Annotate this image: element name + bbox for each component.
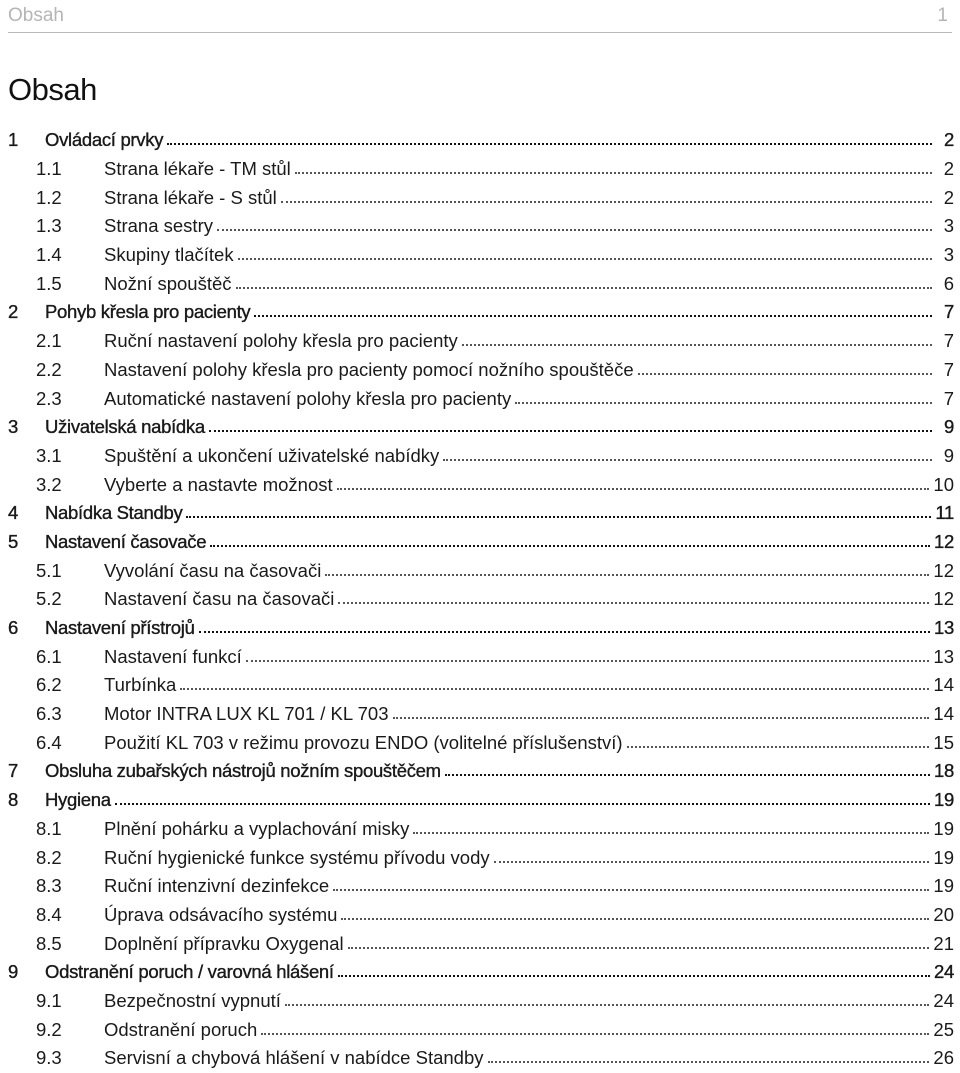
toc-entry-page: 26 — [933, 1047, 954, 1069]
toc-entry-number: 5.1 — [36, 559, 62, 581]
toc-entry-number: 8.1 — [36, 817, 62, 839]
toc-dot-leader — [295, 172, 932, 174]
toc-dot-leader — [515, 402, 932, 404]
toc-entry-number: 8.2 — [36, 846, 62, 868]
toc-entry-number: 3.1 — [36, 444, 62, 466]
toc-entry-number: 1.4 — [36, 244, 62, 266]
toc-entry-title: Úprava odsávacího systému — [104, 903, 338, 925]
toc-section-entry[interactable] — [8, 269, 954, 298]
toc-dot-leader — [180, 688, 929, 690]
toc-dot-leader — [285, 1004, 930, 1006]
toc-dot-leader — [488, 1061, 930, 1063]
toc-entry-number: 8.4 — [36, 903, 62, 925]
toc-entry-page: 19 — [933, 817, 954, 839]
toc-entry-page: 24 — [933, 989, 954, 1011]
page-title: Obsah — [8, 72, 97, 107]
toc-dot-leader — [210, 545, 930, 547]
toc-entry-page: 2 — [943, 186, 954, 208]
toc-entry-title: Nastavení polohy křesla pro pacienty pomocí nožního spouštěče — [104, 358, 634, 380]
toc-entry-title: Nabídka Standby — [45, 502, 183, 524]
toc-chapter-entry[interactable] — [8, 298, 954, 327]
toc-entry-title: Ruční intenzivní dezinfekce — [104, 875, 330, 897]
toc-entry-number: 5.2 — [36, 588, 62, 610]
toc-dot-leader — [217, 229, 932, 231]
toc-entry-page: 20 — [933, 903, 954, 925]
toc-dot-leader — [167, 143, 932, 145]
toc-entry-title: Doplnění přípravku Oxygenal — [104, 932, 344, 954]
toc-entry-title: Ruční hygienické funkce systému přívodu vody — [104, 846, 490, 868]
toc-entry-page: 3 — [943, 215, 954, 237]
toc-entry-title: Uživatelská nabídka — [45, 416, 205, 438]
toc-entry-number: 1 — [8, 129, 19, 151]
toc-entry-title: Pohyb křesla pro pacienty — [45, 301, 251, 323]
toc-chapter-entry[interactable] — [8, 528, 954, 557]
toc-section-entry[interactable] — [8, 987, 954, 1016]
toc-chapter-entry[interactable] — [8, 126, 954, 155]
toc-section-entry[interactable] — [8, 929, 954, 958]
toc-entry-number: 9.1 — [36, 989, 62, 1011]
toc-section-entry[interactable] — [8, 212, 954, 241]
toc-dot-leader — [443, 459, 932, 461]
toc-entry-number: 9 — [8, 961, 19, 983]
toc-section-entry[interactable] — [8, 1044, 954, 1073]
toc-section-entry[interactable] — [8, 642, 954, 671]
toc-entry-number: 2.2 — [36, 358, 62, 380]
toc-entry-title: Nastavení časovače — [45, 530, 207, 552]
toc-section-entry[interactable] — [8, 901, 954, 930]
toc-entry-page: 25 — [933, 1018, 954, 1040]
toc-section-entry[interactable] — [8, 183, 954, 212]
toc-dot-leader — [238, 258, 932, 260]
toc-dot-leader — [638, 373, 932, 375]
toc-entry-page: 7 — [943, 387, 954, 409]
toc-entry-number: 2.1 — [36, 330, 62, 352]
toc-entry-page: 7 — [944, 301, 954, 323]
toc-entry-page: 12 — [933, 559, 954, 581]
toc-entry-number: 8 — [8, 789, 19, 811]
running-header — [8, 0, 952, 33]
toc-entry-number: 9.3 — [36, 1047, 62, 1069]
toc-dot-leader — [333, 889, 929, 891]
toc-entry-page: 6 — [943, 272, 954, 294]
table-of-contents — [8, 126, 954, 1073]
toc-entry-number: 3 — [8, 416, 19, 438]
toc-entry-page: 13 — [934, 617, 954, 639]
toc-dot-leader — [462, 344, 932, 346]
toc-entry-page: 10 — [933, 473, 954, 495]
toc-entry-title: Vyvolání času na časovači — [104, 559, 322, 581]
toc-entry-title: Nastavení času na časovači — [104, 588, 335, 610]
toc-section-entry[interactable] — [8, 155, 954, 184]
toc-entry-page: 19 — [934, 789, 954, 811]
toc-entry-number: 9.2 — [36, 1018, 62, 1040]
toc-entry-title: Ovládací prvky — [45, 129, 164, 151]
toc-entry-title: Vyberte a nastavte možnost — [104, 473, 333, 495]
toc-dot-leader — [261, 1033, 929, 1035]
toc-entry-page: 12 — [933, 588, 954, 610]
toc-dot-leader — [199, 631, 930, 633]
toc-dot-leader — [281, 201, 932, 203]
toc-entry-number: 1.1 — [36, 158, 62, 180]
toc-entry-page: 7 — [943, 330, 954, 352]
toc-entry-title: Bezpečnostní vypnutí — [104, 989, 281, 1011]
toc-entry-title: Spuštění a ukončení uživatelské nabídky — [104, 444, 440, 466]
toc-section-entry[interactable] — [8, 700, 954, 729]
toc-entry-number: 4 — [8, 502, 19, 524]
toc-entry-title: Turbínka — [104, 674, 177, 696]
toc-dot-leader — [348, 947, 930, 949]
toc-dot-leader — [413, 832, 929, 834]
toc-section-entry[interactable] — [8, 843, 954, 872]
toc-entry-title: Použití KL 703 v režimu provozu ENDO (volitelné příslušenství) — [104, 731, 623, 753]
toc-chapter-entry[interactable] — [8, 958, 954, 987]
toc-entry-title: Nastavení přístrojů — [45, 617, 195, 639]
toc-section-entry[interactable] — [8, 872, 954, 901]
toc-entry-number: 1.3 — [36, 215, 62, 237]
toc-entry-number: 7 — [8, 760, 19, 782]
toc-entry-page: 19 — [933, 846, 954, 868]
toc-entry-number: 1.2 — [36, 186, 62, 208]
toc-entry-title: Strana sestry — [104, 215, 213, 237]
toc-dot-leader — [236, 287, 932, 289]
toc-entry-page: 2 — [944, 129, 954, 151]
toc-entry-page: 15 — [933, 731, 954, 753]
toc-entry-number: 8.5 — [36, 932, 62, 954]
toc-dot-leader — [186, 516, 931, 518]
toc-entry-number: 2.3 — [36, 387, 62, 409]
toc-chapter-entry[interactable] — [8, 499, 954, 528]
toc-dot-leader — [445, 774, 930, 776]
toc-entry-title: Nožní spouštěč — [104, 272, 232, 294]
toc-entry-title: Obsluha zubařských nástrojů nožním spouštěčem — [45, 760, 441, 782]
toc-entry-page: 3 — [943, 244, 954, 266]
toc-entry-number: 6.2 — [36, 674, 62, 696]
toc-entry-page: 7 — [943, 358, 954, 380]
toc-section-entry[interactable] — [8, 1015, 954, 1044]
toc-entry-title: Hygiena — [45, 789, 111, 811]
toc-section-entry[interactable] — [8, 241, 954, 270]
toc-dot-leader — [337, 488, 930, 490]
toc-entry-number: 6 — [8, 617, 19, 639]
toc-entry-title: Servisní a chybová hlášení v nabídce Standby — [104, 1047, 484, 1069]
toc-entry-page: 14 — [933, 703, 954, 725]
toc-section-entry[interactable] — [8, 442, 954, 471]
toc-entry-page: 12 — [934, 530, 954, 552]
toc-entry-number: 2 — [8, 301, 19, 323]
toc-entry-page: 2 — [943, 158, 954, 180]
header-page-number: 1 — [937, 5, 948, 26]
toc-entry-title: Nastavení funkcí — [104, 645, 242, 667]
toc-dot-leader — [341, 918, 929, 920]
toc-entry-number: 5 — [8, 530, 19, 552]
toc-dot-leader — [209, 430, 932, 432]
toc-entry-number: 6.1 — [36, 645, 62, 667]
toc-entry-page: 13 — [933, 645, 954, 667]
toc-entry-title: Automatické nastavení polohy křesla pro pacienty — [104, 387, 512, 409]
toc-dot-leader — [246, 660, 930, 662]
toc-entry-number: 6.4 — [36, 731, 62, 753]
toc-section-entry[interactable] — [8, 384, 954, 413]
toc-entry-page: 9 — [944, 416, 954, 438]
toc-entry-number: 8.3 — [36, 875, 62, 897]
toc-entry-page: 21 — [933, 932, 954, 954]
toc-section-entry[interactable] — [8, 556, 954, 585]
toc-entry-page: 14 — [933, 674, 954, 696]
toc-entry-page: 11 — [935, 502, 954, 524]
toc-section-entry[interactable] — [8, 815, 954, 844]
toc-chapter-entry[interactable] — [8, 757, 954, 786]
toc-entry-page: 18 — [934, 760, 954, 782]
toc-entry-page: 9 — [943, 444, 954, 466]
toc-entry-page: 24 — [934, 961, 954, 983]
toc-entry-title: Strana lékaře - TM stůl — [104, 158, 291, 180]
toc-entry-number: 1.5 — [36, 272, 62, 294]
toc-entry-number: 3.2 — [36, 473, 62, 495]
toc-entry-title: Odstranění poruch / varovná hlášení — [45, 961, 334, 983]
toc-entry-title: Skupiny tlačítek — [104, 244, 234, 266]
toc-section-entry[interactable] — [8, 327, 954, 356]
toc-dot-leader — [627, 746, 930, 748]
toc-entry-title: Ruční nastavení polohy křesla pro pacienty — [104, 330, 458, 352]
toc-chapter-entry[interactable] — [8, 413, 954, 442]
toc-dot-leader — [494, 861, 930, 863]
toc-section-entry[interactable] — [8, 585, 954, 614]
toc-dot-leader — [338, 602, 929, 604]
toc-chapter-entry[interactable] — [8, 614, 954, 643]
toc-section-entry[interactable] — [8, 671, 954, 700]
toc-section-entry[interactable] — [8, 470, 954, 499]
toc-section-entry[interactable] — [8, 356, 954, 385]
toc-entry-title: Motor INTRA LUX KL 701 / KL 703 — [104, 703, 389, 725]
toc-entry-title: Plnění pohárku a vyplachování misky — [104, 817, 410, 839]
toc-dot-leader — [338, 975, 930, 977]
toc-entry-page: 19 — [933, 875, 954, 897]
toc-chapter-entry[interactable] — [8, 786, 954, 815]
toc-section-entry[interactable] — [8, 728, 954, 757]
toc-dot-leader — [393, 717, 930, 719]
header-title: Obsah — [8, 5, 64, 26]
toc-entry-title: Odstranění poruch — [104, 1018, 258, 1040]
toc-entry-title: Strana lékaře - S stůl — [104, 186, 277, 208]
toc-dot-leader — [254, 315, 932, 317]
toc-entry-number: 6.3 — [36, 703, 62, 725]
toc-dot-leader — [325, 574, 929, 576]
toc-dot-leader — [115, 803, 930, 805]
